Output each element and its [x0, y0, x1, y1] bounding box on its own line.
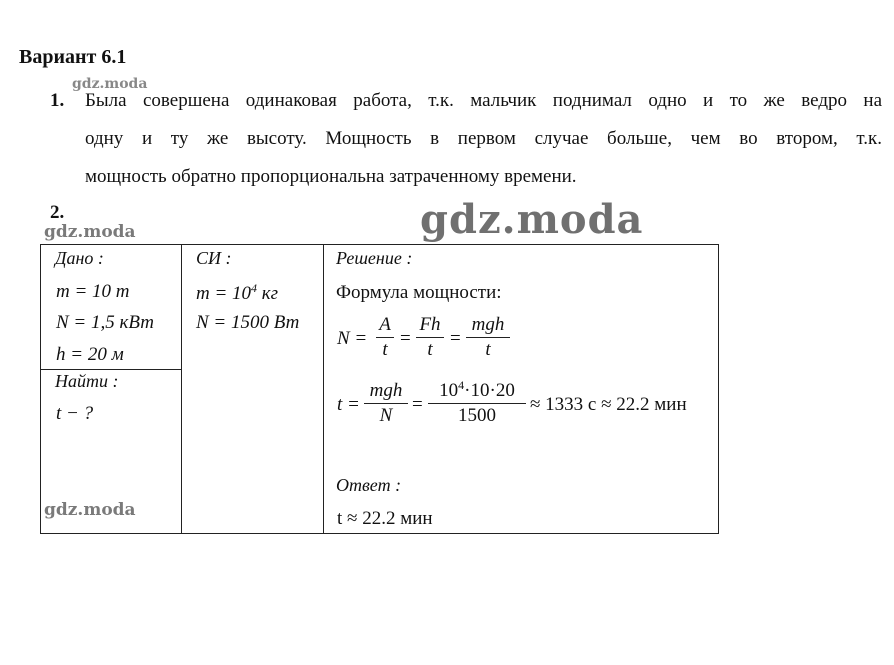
si-header: СИ : — [196, 248, 232, 268]
eq2-numerator-base: 10 — [439, 380, 459, 401]
watermark-small: gdz.moda — [44, 222, 136, 242]
find-header: Найти : — [55, 371, 119, 391]
given-mass: m = 10 т — [56, 281, 130, 302]
variant-title: Вариант 6.1 — [19, 46, 127, 68]
si-mass — [196, 281, 278, 305]
find-value: t − ? — [56, 403, 94, 424]
eq1-lhs: N = — [337, 328, 368, 349]
watermark-small: gdz.moda — [44, 500, 136, 520]
watermark-large: gdz.moda — [420, 196, 644, 243]
problem1-line-2: одну и ту же высоту. Мощность в первом случае больше, чем во втором, т.к. — [85, 128, 882, 149]
formula-caption: Формула мощности: — [336, 282, 502, 303]
answer-header: Ответ : — [336, 475, 402, 495]
si-power: N = 1500 Вт — [196, 312, 300, 333]
eq2-fraction-1 — [364, 380, 408, 427]
eq2-numerator-exponent: 4 — [458, 378, 465, 392]
solution-header: Решение : — [336, 248, 413, 268]
eq2-fraction-2 — [428, 378, 526, 427]
eq2-fraction-1-denominator: N — [379, 405, 393, 426]
si-mass-exponent: 4 — [251, 281, 258, 295]
si-mass-base: m = 10 — [196, 283, 252, 304]
eq1-fraction-1-denominator: t — [382, 339, 388, 360]
problem1-number: 1. — [50, 90, 65, 111]
given-height: h = 20 м — [56, 344, 124, 365]
eq2-result: ≈ 1333 с ≈ 22.2 мин — [530, 394, 687, 415]
eq2-lhs: t = — [337, 394, 360, 415]
table-divider — [181, 245, 182, 533]
given-power: N = 1,5 кВт — [56, 312, 154, 333]
problem2-number: 2. — [50, 202, 65, 223]
eq1-fraction-3-denominator: t — [485, 339, 491, 360]
given-header: Дано : — [55, 248, 104, 268]
table-divider — [41, 369, 182, 370]
si-mass-unit: кг — [257, 283, 279, 304]
eq1-fraction-2-denominator: t — [427, 339, 433, 360]
eq1-fraction-2-numerator: Fh — [419, 314, 441, 335]
eq2-fraction-2-numerator — [428, 378, 526, 402]
eq1-equals: = — [450, 328, 461, 349]
problem1-line-1: Была совершена одинаковая работа, т.к. мальчик поднимал одно и то же ведро на — [85, 90, 882, 111]
problem1-line-3: мощность обратно пропорциональна затраченному времени. — [85, 166, 577, 187]
eq2-fraction-2-denominator: 1500 — [458, 405, 496, 426]
eq1-fraction-1 — [376, 314, 394, 361]
eq1-fraction-1-numerator: A — [379, 314, 391, 335]
answer-value: t ≈ 22.2 мин — [337, 508, 433, 529]
eq1-fraction-3 — [466, 314, 510, 361]
eq2-numerator-rest: ·10·20 — [464, 380, 515, 401]
table-divider — [323, 245, 324, 533]
eq1-equals: = — [400, 328, 411, 349]
eq2-equals: = — [412, 394, 423, 415]
watermark-small: gdz.moda — [72, 76, 148, 92]
eq1-fraction-3-numerator: mgh — [471, 314, 505, 335]
eq1-fraction-2 — [416, 314, 444, 361]
eq2-fraction-1-numerator: mgh — [369, 380, 403, 401]
